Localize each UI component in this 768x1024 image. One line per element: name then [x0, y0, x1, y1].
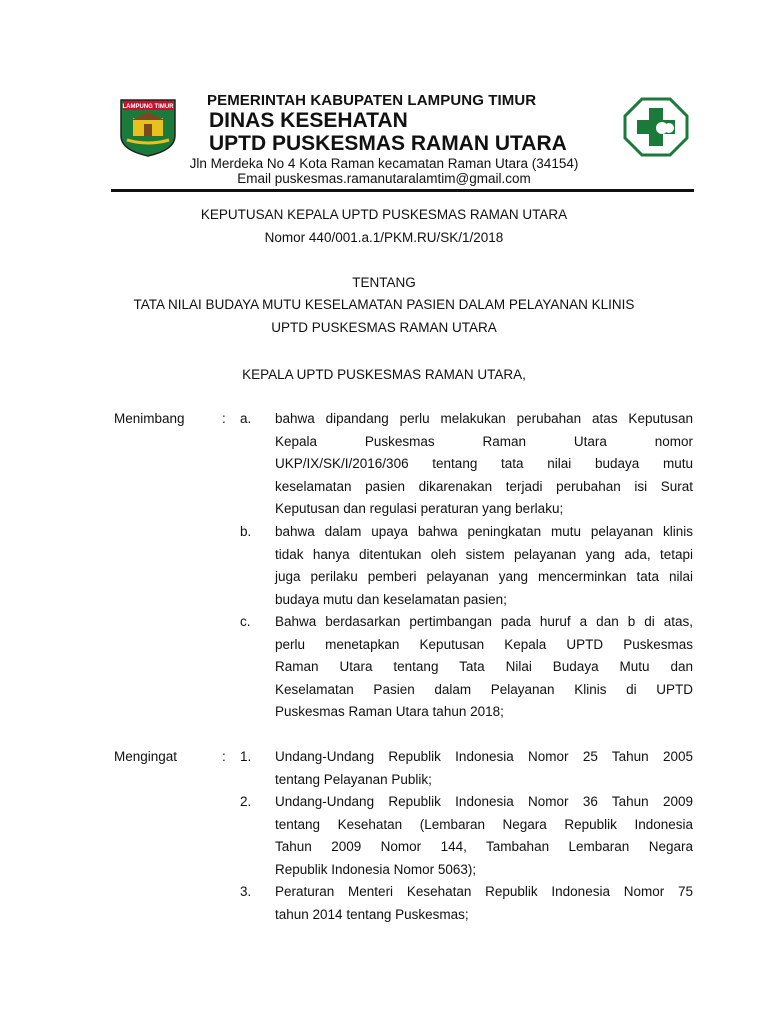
menimbang-a-line: keselamatan pasien dikarenakan terjadi perubahan isi Surat — [275, 478, 693, 494]
mengingat-marker-3: 3. — [240, 884, 252, 899]
logo-left-text: LAMPUNG TIMUR — [122, 104, 174, 110]
menimbang-b-line: bahwa dalam upaya bahwa peningkatan mutu pelayanan klinis — [275, 524, 693, 539]
letterhead-institution: UPTD PUSKESMAS RAMAN UTARA — [209, 132, 567, 155]
decree-number: Nomor 440/001.a.1/PKM.RU/SK/1/2018 — [264, 230, 504, 245]
menimbang-item-a — [275, 408, 693, 521]
mengingat-item-1 — [275, 746, 693, 791]
menimbang-colon: : — [222, 411, 226, 426]
menimbang-c-line: Bahwa berdasarkan pertimbangan pada huruf a dan b di atas, — [275, 614, 693, 629]
mengingat-item-2 — [275, 791, 693, 881]
menimbang-label: Menimbang — [114, 411, 185, 426]
decree-subject-line1: TATA NILAI BUDAYA MUTU KESELAMATAN PASIEN DALAM PELAYANAN KLINIS — [133, 297, 635, 312]
menimbang-a-line: Kepala Puskesmas Raman Utara nomor — [275, 433, 693, 449]
decree-head: KEPALA UPTD PUSKESMAS RAMAN UTARA, — [242, 367, 526, 382]
menimbang-c-line: Keselamatan Pasien dalam Pelayanan Klinis di UPTD — [275, 681, 693, 697]
mengingat-colon: : — [222, 749, 226, 764]
menimbang-item-b — [275, 521, 693, 611]
menimbang-marker-b: b. — [240, 524, 252, 539]
menimbang-c-line: Raman Utara tentang Tata Nilai Budaya Mutu dan — [275, 659, 693, 674]
decree-about: TENTANG — [352, 275, 416, 290]
mengingat-3-line: Peraturan Menteri Kesehatan Republik Indonesia Nomor 75 — [275, 884, 693, 899]
menimbang-b-line: budaya mutu dan keselamatan pasien; — [275, 591, 507, 607]
mengingat-1-line: tentang Pelayanan Publik; — [275, 771, 432, 787]
letterhead-agency: DINAS KESEHATAN — [209, 109, 408, 132]
mengingat-item-3 — [275, 881, 693, 926]
decree-subject-line2: UPTD PUSKESMAS RAMAN UTARA — [271, 320, 497, 335]
menimbang-marker-a: a. — [240, 411, 252, 426]
letterhead-rule — [111, 189, 694, 192]
menimbang-a-line: bahwa dipandang perlu melakukan perubahan atas Keputusan — [275, 411, 693, 426]
letterhead-email: Email puskesmas.ramanutaralamtim@gmail.com — [237, 171, 531, 186]
mengingat-1-line: Undang-Undang Republik Indonesia Nomor 25 Tahun 2005 — [275, 749, 693, 764]
regency-logo — [117, 96, 179, 158]
menimbang-b-line: tidak hanya ditentukan oleh sistem pelayanan yang ada, tetapi — [275, 546, 693, 562]
puskesmas-logo — [622, 96, 690, 158]
mengingat-label: Mengingat — [114, 749, 178, 764]
menimbang-a-line: UKP/IX/SK/I/2016/306 tentang tata nilai budaya mutu — [275, 456, 693, 471]
decree-title: KEPUTUSAN KEPALA UPTD PUSKESMAS RAMAN UTARA — [200, 207, 568, 222]
menimbang-marker-c: c. — [240, 614, 251, 629]
mengingat-marker-2: 2. — [240, 794, 252, 809]
letterhead-government: PEMERINTAH KABUPATEN LAMPUNG TIMUR — [207, 92, 537, 109]
mengingat-marker-1: 1. — [240, 749, 252, 764]
letterhead-address: Jln Merdeka No 4 Kota Raman kecamatan Raman Utara (34154) — [189, 156, 579, 171]
mengingat-3-line: tahun 2014 tentang Puskesmas; — [275, 906, 469, 922]
mengingat-2-line: Republik Indonesia Nomor 5063); — [275, 861, 477, 877]
mengingat-2-line: Undang-Undang Republik Indonesia Nomor 36 Tahun 2009 — [275, 794, 693, 809]
menimbang-a-line: Keputusan dan regulasi peraturan yang berlaku; — [275, 501, 564, 516]
menimbang-item-c — [275, 611, 693, 724]
mengingat-2-line: tentang Kesehatan (Lembaran Negara Republik Indonesia — [275, 816, 693, 832]
menimbang-c-line: perlu menetapkan Keputusan Kepala UPTD Puskesmas — [275, 636, 693, 652]
menimbang-b-line: juga perilaku pemberi pelayanan yang mencerminkan tata nilai — [275, 569, 693, 584]
menimbang-c-line: Puskesmas Raman Utara tahun 2018; — [275, 704, 504, 719]
mengingat-2-line: Tahun 2009 Nomor 144, Tambahan Lembaran Negara — [275, 839, 693, 854]
